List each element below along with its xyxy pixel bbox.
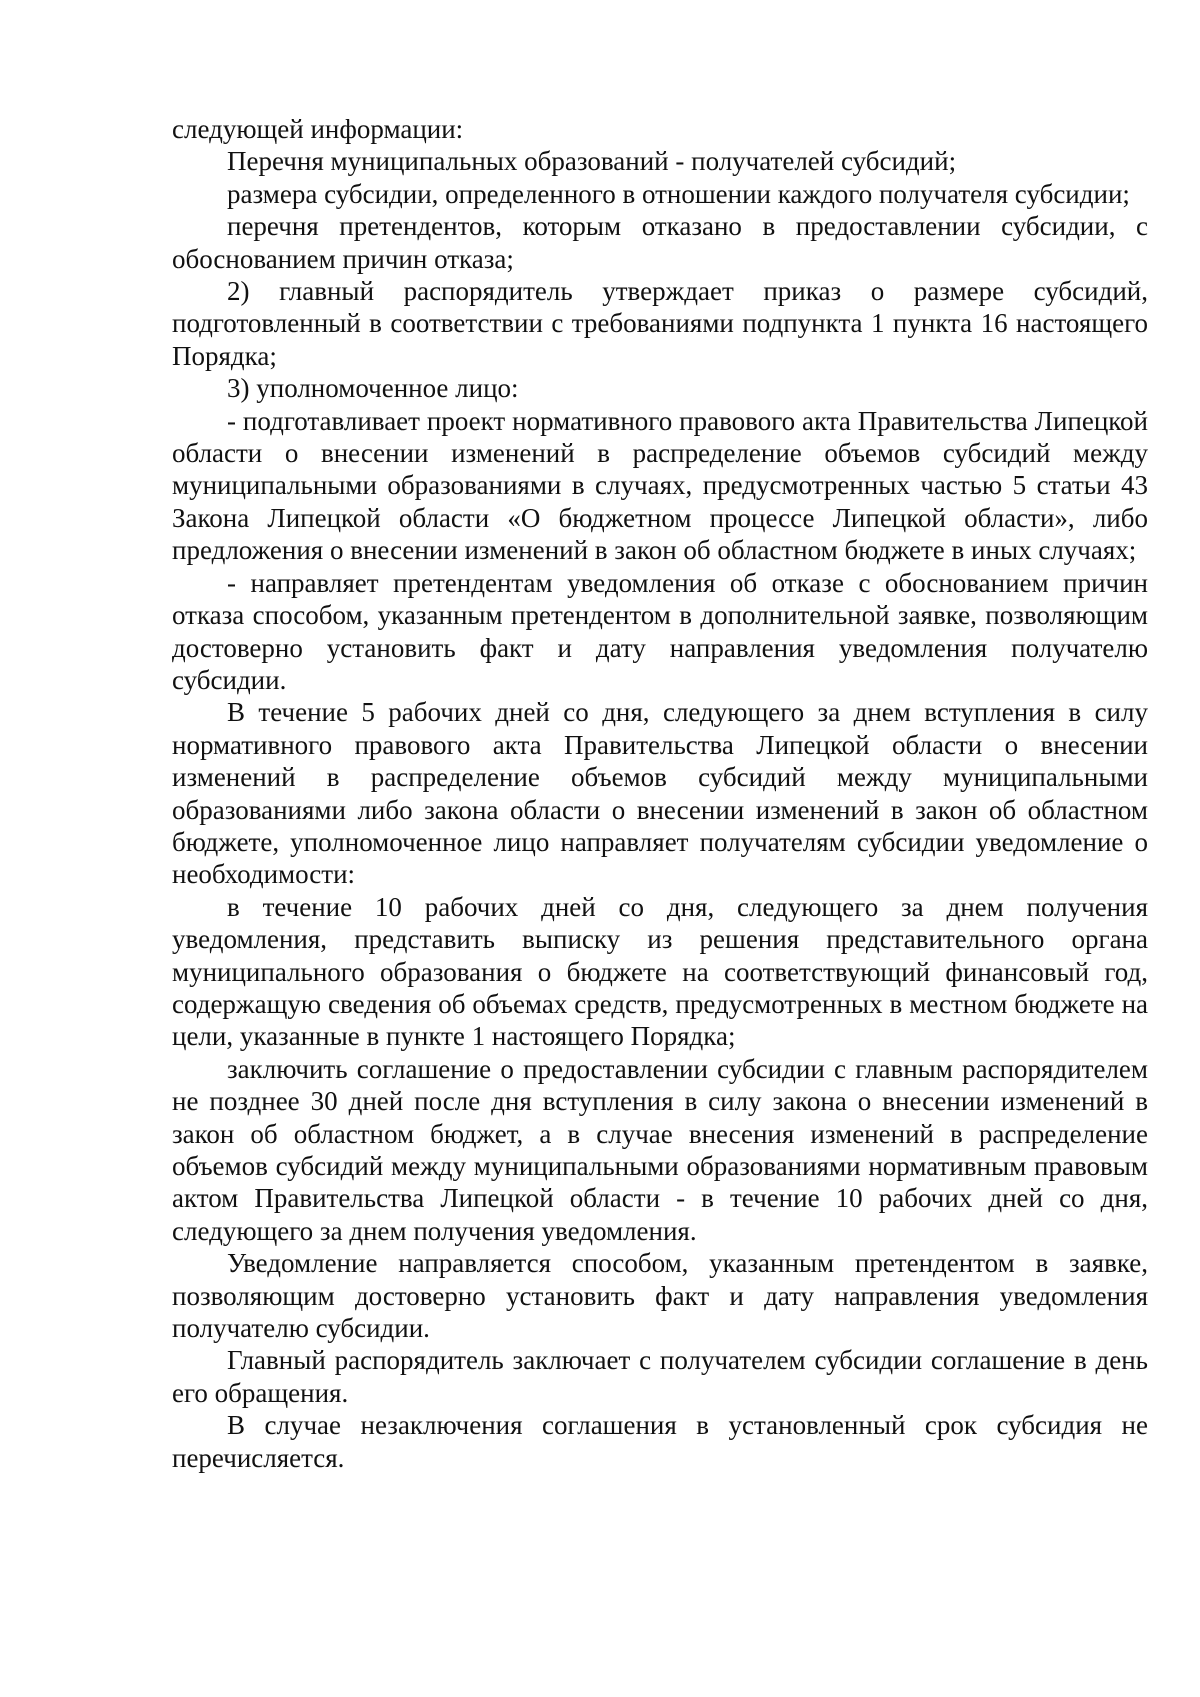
paragraph: заключить соглашение о предоставлении субсидии с главным распорядителем не позднее 30 дней после дня вступления в силу закона о внесении изменений в закон об областном бюджет, а в случае внесения изменений в распределение объемов субсидий между муниципальными образованиями нормативным правовым актом Правительства Липецкой области - в течение 10 рабочих дней со дня, следующего за днем получения уведомления. [172,1053,1148,1246]
document-page [172,113,1148,1474]
paragraph: Уведомление направляется способом, указанным претендентом в заявке, позволяющим достоверно установить факт и дату направления уведомления получателю субсидии. [172,1248,1148,1344]
paragraph: 3) уполномоченное лицо: [227,373,519,404]
paragraph: - подготавливает проект нормативного правового акта Правительства Липецкой области о внесении изменений в распределение объемов субсидий между муниципальными образованиями в случаях, предусмотренных частью 5 статьи 43 Закона Липецкой области «О бюджетном процессе Липецкой области», либо предложения о внесении изменений в закон об областном бюджете в иных случаях; [172,405,1148,566]
paragraph: 2) главный распорядитель утверждает приказ о размере субсидий, подготовленный в соответствии с требованиями подпункта 1 пункта 16 настоящего Порядка; [172,276,1148,371]
paragraph: В случае незаключения соглашения в установленный срок субсидия не перечисляется. [172,1410,1148,1473]
paragraph: следующей информации: [172,114,464,144]
paragraph: В течение 5 рабочих дней со дня, следующего за днем вступления в силу нормативного правового акта Правительства Липецкой области о внесении изменений в распределение объемов субсидий между муниципальными образованиями либо закона области о внесении изменений в закон об областном бюджете, уполномоченное лицо направляет получателям субсидии уведомление о необходимости: [172,697,1148,890]
paragraph: размера субсидии, определенного в отношении каждого получателя субсидии; [227,178,1130,209]
paragraph: - направляет претендентам уведомления об отказе с обоснованием причин отказа способом, указанным претендентом в дополнительной заявке, позволяющим достоверно установить факт и дату направления уведомления получателю субсидии. [172,567,1148,695]
paragraph: перечня претендентов, которым отказано в предоставлении субсидии, с обоснованием причин отказа; [172,211,1148,274]
paragraph: Перечня муниципальных образований - получателей субсидий; [227,146,957,177]
paragraph: Главный распорядитель заключает с получателем субсидии соглашение в день его обращения. [172,1345,1148,1408]
paragraph: в течение 10 рабочих дней со дня, следующего за днем получения уведомления, представить выписку из решения представительного органа муниципального образования о бюджете на соответствующий финансовый год, содержащую сведения об объемах средств, предусмотренных в местном бюджете на цели, указанные в пункте 1 настоящего Порядка; [172,891,1148,1052]
